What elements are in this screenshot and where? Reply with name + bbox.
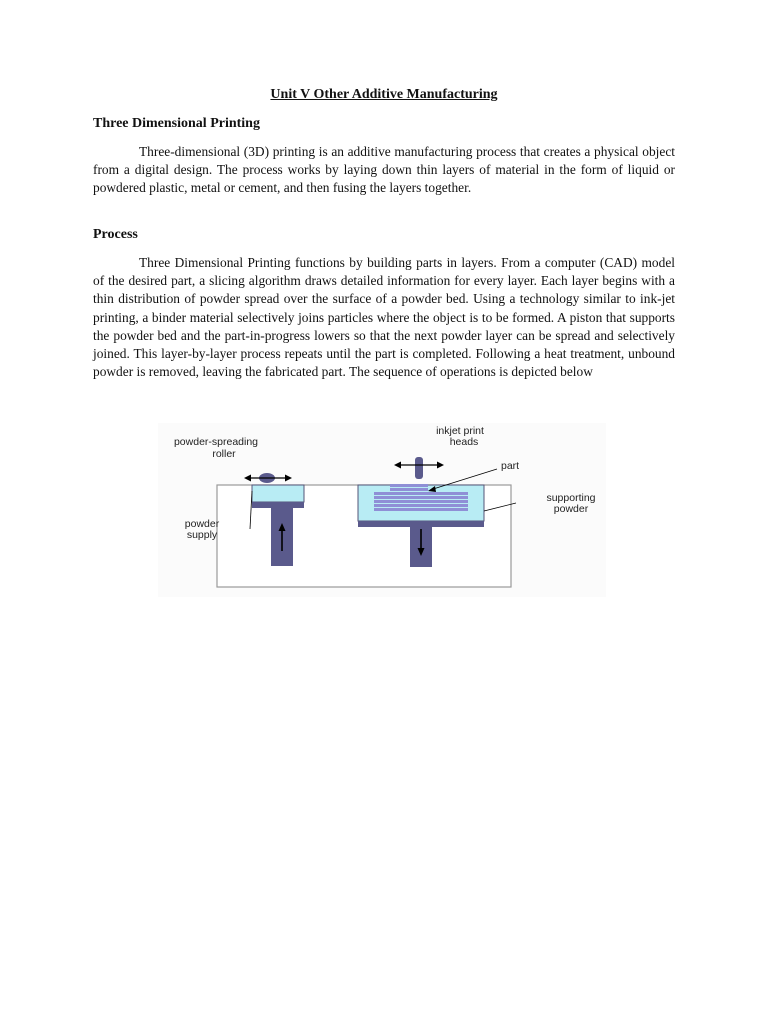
- powder-supply-bed: [252, 485, 304, 502]
- label-roller-line2: roller: [212, 448, 236, 460]
- label-supply-line2: supply: [186, 529, 218, 541]
- label-part: part: [501, 460, 520, 472]
- label-inkjet-line2: heads: [449, 436, 479, 448]
- section-heading-process: Process: [93, 227, 138, 242]
- label-supply-line1: powder: [184, 518, 220, 530]
- section-heading-3d-printing: Three Dimensional Printing: [93, 116, 260, 131]
- 3d-printing-process-diagram: [158, 423, 606, 597]
- label-roller-line1: powder-spreading: [173, 436, 259, 448]
- paragraph-3d-printing-intro: Three-dimensional (3D) printing is an additive manufacturing process that creates a physical object from a digital design. The process works by laying down thin layers of material in the form of liquid or powdered plastic, metal or cement, and then fusing the layers together.: [93, 144, 675, 196]
- document-title: Unit V Other Additive Manufacturing: [270, 87, 498, 102]
- paragraph-process: Three Dimensional Printing functions by building parts in layers. From a computer (CAD) model of the desired part, a slicing algorithm draws detailed information for every layer. Each layer begins with a thin distribution of powder spread over the surface of a powder bed. Using a technology similar to ink-jet printing, a binder material selectively joins particles where the object is to be formed. A piston that supports the powder bed and the part-in-progress lowers so that the next powder layer can be spread and selectively joined. This layer-by-layer process repeats until the part is completed. Following a heat treatment, unbound powder is removed, leaving the fabricated part. The sequence of operations is depicted below: [93, 255, 675, 380]
- label-supporting-line1: supporting: [546, 492, 596, 504]
- build-piston-plate: [358, 521, 484, 527]
- inkjet-print-head: [415, 457, 423, 479]
- label-supporting-line2: powder: [553, 503, 589, 515]
- label-inkjet-line1: inkjet print: [436, 425, 484, 437]
- supply-piston-plate: [252, 502, 304, 508]
